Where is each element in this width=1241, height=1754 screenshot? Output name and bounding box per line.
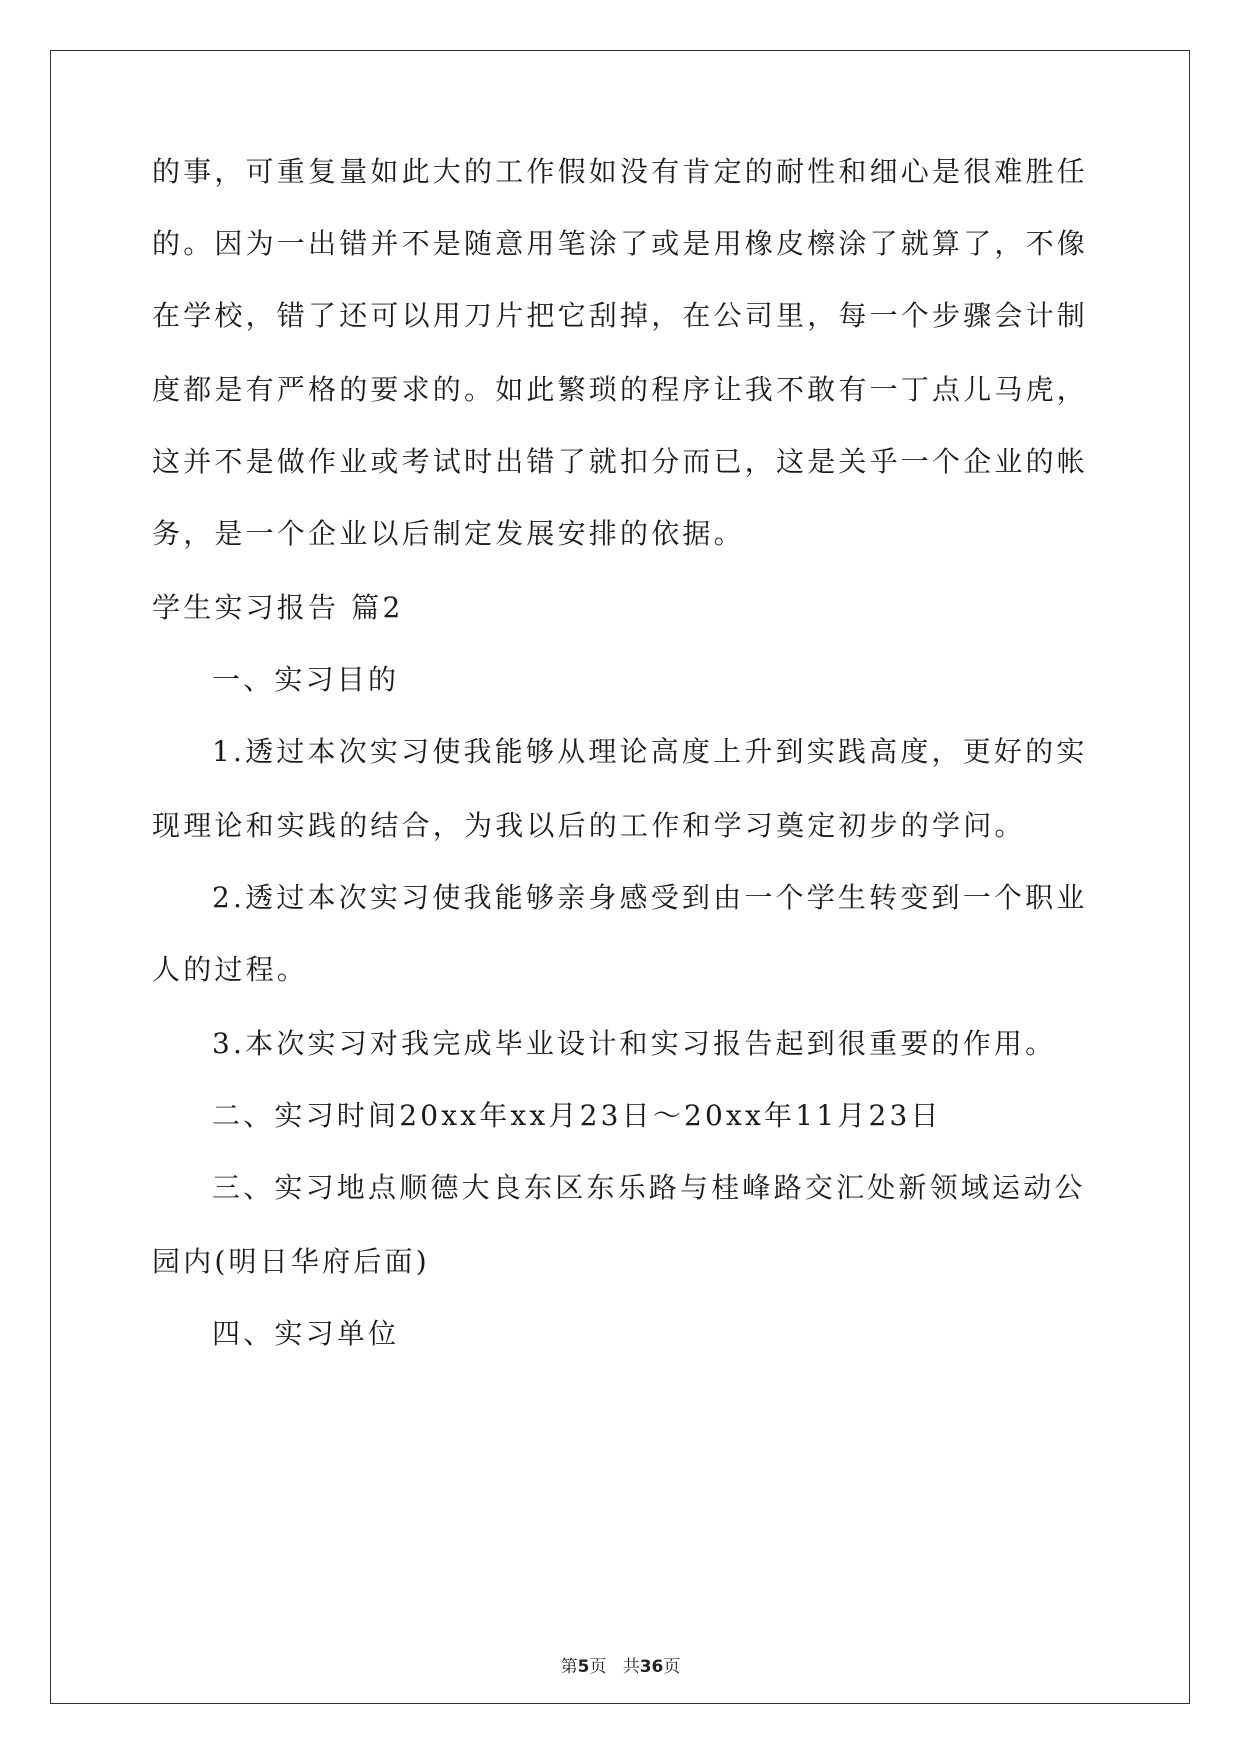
footer-page-suffix: 页 (589, 1657, 607, 1677)
subheading: 一、实习目的 (212, 663, 400, 696)
subheading: 三、实习地点顺德大良东区东乐路与桂峰路交汇处新领域运动公 (212, 1171, 1086, 1204)
footer-total-prefix: 共 (622, 1657, 640, 1677)
paragraph-line: 2.透过本次实习使我能够亲身感受到由一个学生转变到一个职业 (212, 881, 1088, 914)
paragraph-line: 的。因为一出错并不是随意用笔涂了或是用橡皮檫涂了就算了，不像 (152, 227, 1089, 260)
paragraph-line: 1.透过本次实习使我能够从理论高度上升到实践高度，更好的实 (212, 735, 1088, 768)
paragraph-line: 3.本次实习对我完成毕业设计和实习报告起到很重要的作用。 (212, 1027, 1057, 1060)
paragraph-line: 这并不是做作业或考试时出错了就扣分而已，这是关乎一个企业的帐 (152, 445, 1089, 478)
page-footer (0, 1652, 1241, 1677)
paragraph-line: 务，是一个企业以后制定发展安排的依据。 (152, 517, 745, 550)
footer-total-suffix: 页 (663, 1657, 681, 1677)
paragraph-line: 的事，可重复量如此大的工作假如没有肯定的耐性和细心是很难胜任 (152, 155, 1089, 188)
section-heading: 学生实习报告 篇2 (152, 591, 404, 624)
subheading: 四、实习单位 (212, 1317, 400, 1350)
subheading: 二、实习时间20xx年xx月23日～20xx年11月23日 (212, 1099, 942, 1132)
paragraph-line: 园内(明日华府后面) (152, 1245, 430, 1278)
footer-prefix: 第 (560, 1657, 578, 1677)
current-page-number: 5 (577, 1657, 590, 1677)
paragraph-line: 人的过程。 (152, 953, 309, 986)
paragraph-line: 度都是有严格的要求的。如此繁琐的程序让我不敢有一丁点儿马虎， (152, 373, 1089, 406)
paragraph-line: 在学校，错了还可以用刀片把它刮掉，在公司里，每一个步骤会计制 (152, 299, 1089, 332)
total-page-count: 36 (639, 1657, 664, 1677)
paragraph-line: 现理论和实践的结合，为我以后的工作和学习奠定初步的学问。 (152, 809, 1026, 842)
